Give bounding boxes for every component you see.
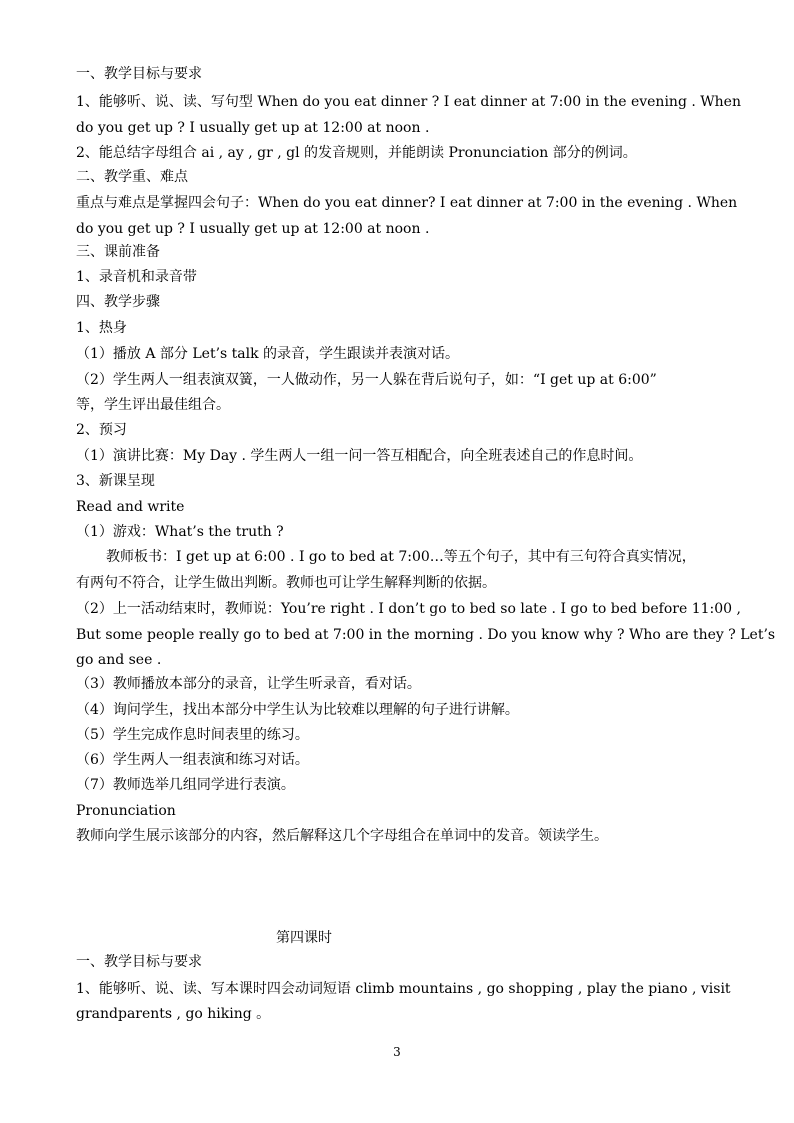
keypoint-line: 重点与难点是掌握四会句子：When do you eat dinner? I eat dinner at 7:00 in the evening . When bbox=[76, 195, 738, 211]
step-line: （5）学生完成作息时间表里的练习。 bbox=[76, 727, 309, 743]
step-line: 有两句不符合，让学生做出判断。教师也可让学生解释判断的依据。 bbox=[76, 575, 496, 591]
step-line: （3）教师播放本部分的录音，让学生听录音，看对话。 bbox=[76, 676, 421, 692]
page-number: 3 bbox=[393, 1045, 401, 1059]
section-heading-objectives: 一、教学目标与要求 bbox=[76, 954, 202, 970]
keypoint-line: do you get up ? I usually get up at 12:00 at noon . bbox=[76, 221, 430, 237]
section-heading-steps: 四、教学步骤 bbox=[76, 294, 160, 310]
lesson-heading: 第四课时 bbox=[276, 930, 332, 946]
step-line: （1）演讲比赛：My Day . 学生两人一组一问一答互相配合，向全班表述自己的作息时间。 bbox=[76, 448, 643, 464]
section-heading-objectives: 一、教学目标与要求 bbox=[76, 66, 202, 82]
section-heading-preparation: 三、课前准备 bbox=[76, 244, 160, 260]
subsection-title: Pronunciation bbox=[76, 803, 176, 819]
step-heading: 3、新课呈现 bbox=[76, 473, 155, 489]
objective-line: grandparents , go hiking 。 bbox=[76, 1006, 271, 1022]
step-line: But some people really go to bed at 7:00 in the morning . Do you know why ? Who are they ? Let’s bbox=[76, 627, 776, 643]
step-line: （1）播放 A 部分 Let’s talk 的录音，学生跟读并表演对话。 bbox=[76, 346, 460, 362]
objective-line: 1、能够听、说、读、写本课时四会动词短语 climb mountains , go shopping , play the piano , visit bbox=[76, 981, 731, 997]
preparation-line: 1、录音机和录音带 bbox=[76, 269, 197, 285]
subsection-title: Read and write bbox=[76, 499, 185, 515]
objective-line: 1、能够听、说、读、写句型 When do you eat dinner ? I eat dinner at 7:00 in the evening . When bbox=[76, 94, 741, 110]
step-line: （2）上一活动结束时，教师说：You’re right . I don’t go to bed so late . I go to bed before 11:00 , bbox=[76, 601, 741, 617]
step-line: 教师板书：I get up at 6:00 . I go to bed at 7:00…等五个句子，其中有三句符合真实情况， bbox=[106, 549, 696, 565]
objective-line: do you get up ? I usually get up at 12:00 at noon . bbox=[76, 120, 430, 136]
step-line: （7）教师选举几组同学进行表演。 bbox=[76, 777, 295, 793]
objective-line: 2、能总结字母组合 ai , ay , gr , gl 的发音规则，并能朗读 Pronunciation 部分的例词。 bbox=[76, 145, 637, 161]
step-line: （2）学生两人一组表演双簧，一人做动作，另一人躲在背后说句子，如：“I get up at 6:00” bbox=[76, 372, 657, 388]
step-heading: 2、预习 bbox=[76, 422, 127, 438]
step-line: （6）学生两人一组表演和练习对话。 bbox=[76, 752, 309, 768]
step-line: （4）询问学生，找出本部分中学生认为比较难以理解的句子进行讲解。 bbox=[76, 702, 519, 718]
section-heading-keypoints: 二、教学重、难点 bbox=[76, 169, 188, 185]
step-line: （1）游戏：What’s the truth ? bbox=[76, 524, 284, 540]
step-heading: 1、热身 bbox=[76, 320, 127, 336]
step-line: 教师向学生展示该部分的内容，然后解释这几个字母组合在单词中的发音。领读学生。 bbox=[76, 828, 608, 844]
step-line: 等，学生评出最佳组合。 bbox=[76, 397, 230, 413]
step-line: go and see . bbox=[76, 652, 162, 668]
